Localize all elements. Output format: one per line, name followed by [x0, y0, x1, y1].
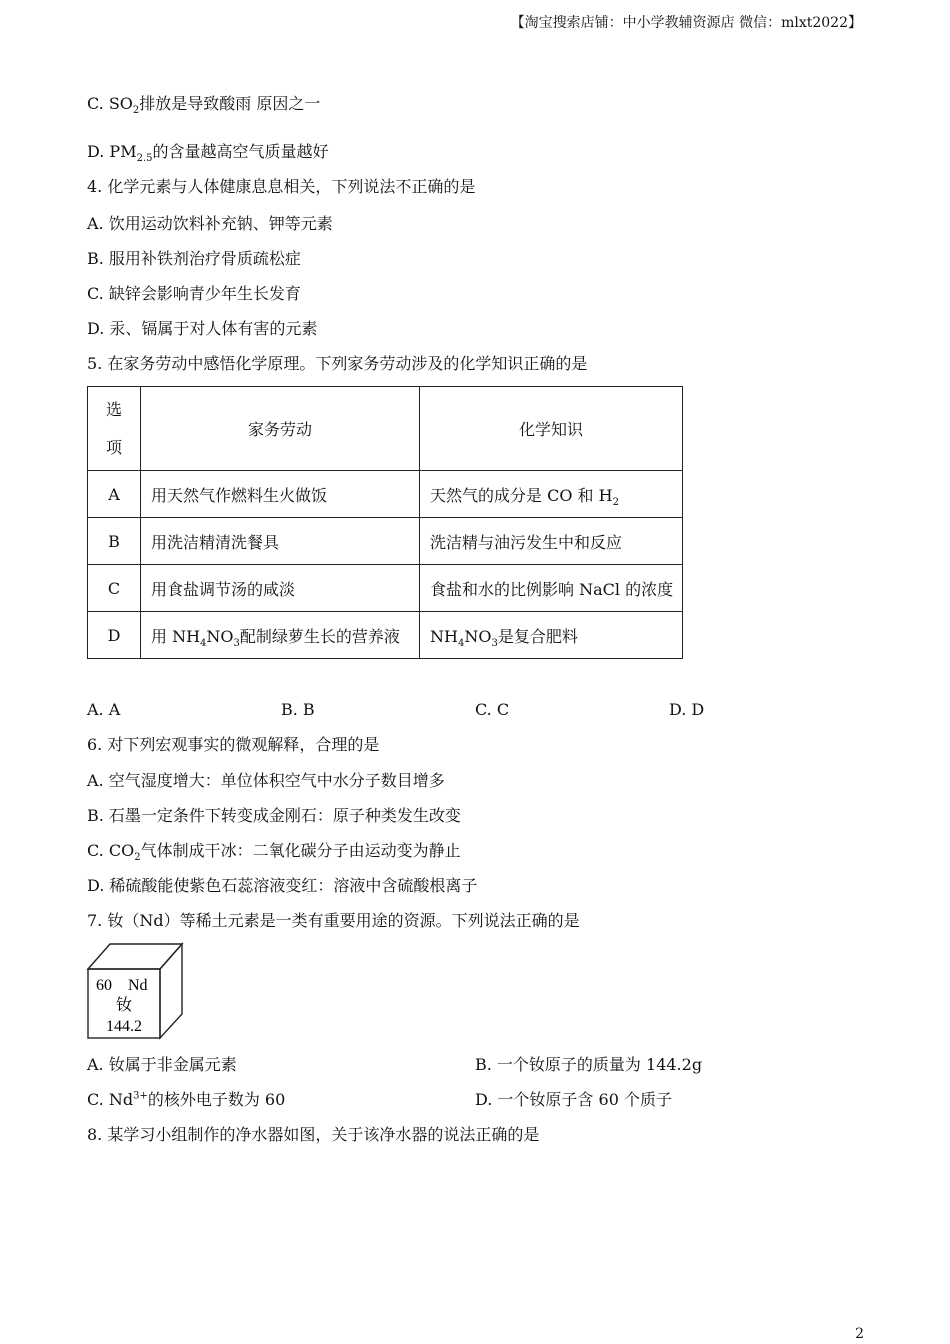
row-option: D — [88, 612, 141, 659]
header-knowledge: 化学知识 — [420, 387, 683, 471]
table-row — [88, 471, 683, 518]
q8-stem: 8. 某学习小组制作的净水器如图，关于该净水器的说法正确的是 — [87, 1125, 540, 1144]
q6-option-d: D. 稀硫酸能使紫色石蕊溶液变红：溶液中含硫酸根离子 — [87, 876, 478, 895]
atomic-mass: 144.2 — [106, 1018, 142, 1035]
table-row — [88, 565, 683, 612]
q4-option-c: C. 缺锌会影响青少年生长发育 — [87, 284, 301, 303]
row-knowledge: 洗洁精与油污发生中和反应 — [420, 518, 683, 565]
q5-stem: 5. 在家务劳动中感悟化学原理。下列家务劳动涉及的化学知识正确的是 — [87, 354, 588, 373]
q7-stem: 7. 钕（Nd）等稀土元素是一类有重要用途的资源。下列说法正确的是 — [87, 911, 580, 930]
q5-option-d: D. D — [669, 700, 705, 719]
q4-option-d: D. 汞、镉属于对人体有害的元素 — [87, 319, 318, 338]
row-labor: 用天然气作燃料生火做饭 — [141, 471, 420, 518]
row-labor: 用洗洁精清洗餐具 — [141, 518, 420, 565]
q5-option-b: B. B — [281, 700, 315, 719]
row-option: A — [88, 471, 141, 518]
row-labor: 用 $NH_4NO_3$配制绿萝生长的营养液 — [141, 612, 420, 659]
header-labor: 家务劳动 — [141, 387, 420, 471]
header-option: 选 项 — [88, 387, 141, 471]
element-symbol: Nd — [128, 977, 148, 994]
q5-table — [87, 386, 683, 659]
q3-option-d: D. $PM_{2.5}$的含量越高空气质量越好 — [87, 142, 329, 165]
row-knowledge: 天然气的成分是 CO 和 $H_2$ — [420, 471, 683, 518]
q6-option-b: B. 石墨一定条件下转变成金刚石：原子种类发生改变 — [87, 806, 461, 825]
q6-stem: 6. 对下列宏观事实的微观解释，合理的是 — [87, 735, 380, 754]
q4-option-b: B. 服用补铁剂治疗骨质疏松症 — [87, 249, 301, 268]
q6-option-a: A. 空气湿度增大：单位体积空气中水分子数目增多 — [87, 771, 445, 790]
page-number: 2 — [855, 1326, 864, 1342]
table-row — [88, 518, 683, 565]
q3-option-c: C. $SO_2$排放是导致酸雨 原因之一 — [87, 94, 321, 117]
q4-stem: 4. 化学元素与人体健康息息相关，下列说法不正确的是 — [87, 177, 476, 196]
table-row — [88, 612, 683, 659]
q7-option-d: D. 一个钕原子含 60 个质子 — [475, 1090, 672, 1109]
row-option: C — [88, 565, 141, 612]
row-knowledge: $NH_4NO_3$是复合肥料 — [420, 612, 683, 659]
element-name: 钕 — [115, 995, 133, 1014]
page-header: 【淘宝搜索店铺：中小学教辅资源店 微信：mlxt2022】 — [510, 15, 862, 31]
q6-option-c: C. $CO_2$气体制成干冰：二氧化碳分子由运动变为静止 — [87, 841, 461, 864]
q4-option-a: A. 饮用运动饮料补充钠、钾等元素 — [87, 214, 333, 233]
q5-option-c: C. C — [475, 700, 510, 719]
element-card-icon — [86, 942, 186, 1042]
q7-option-a: A. 钕属于非金属元素 — [87, 1055, 237, 1074]
q7-option-b: B. 一个钕原子的质量为 144.2g — [475, 1055, 703, 1074]
atomic-number: 60 — [96, 977, 112, 994]
q5-option-a: A. A — [87, 700, 121, 719]
table-header-row — [88, 387, 683, 471]
row-knowledge: 食盐和水的比例影响 NaCl 的浓度 — [420, 565, 683, 612]
row-option: B — [88, 518, 141, 565]
row-labor: 用食盐调节汤的咸淡 — [141, 565, 420, 612]
q7-option-c: C. $Nd^{3+}$的核外电子数为 60 — [87, 1090, 286, 1109]
